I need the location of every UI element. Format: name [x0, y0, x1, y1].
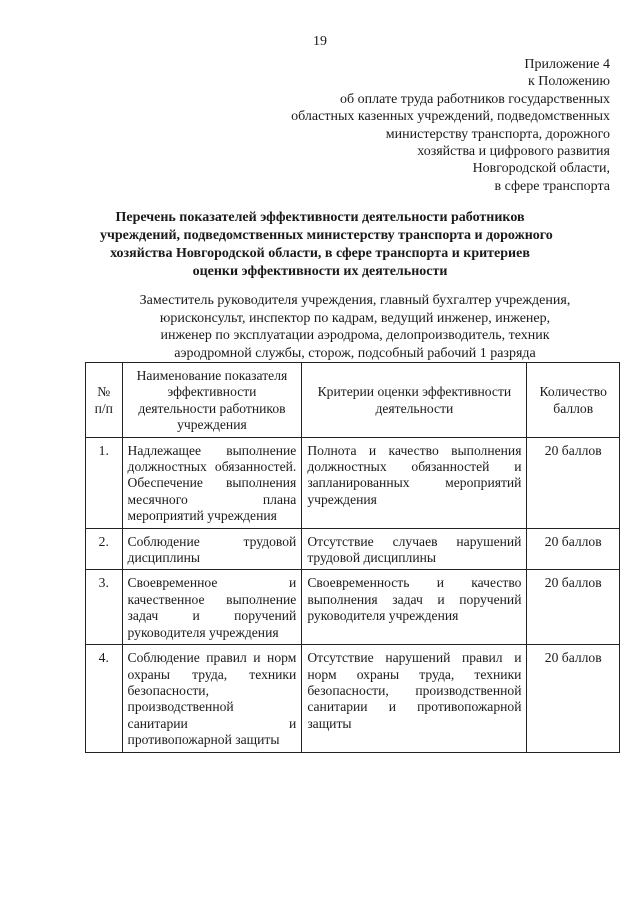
positions-line: аэродромной службы, сторож, подсобный рабочий 1 разряда — [174, 345, 536, 361]
header-criteria: Критерии оценки эффективности деятельности — [302, 363, 527, 438]
positions-line: инженер по эксплуатации аэродрома, делопроизводитель, техник — [160, 328, 550, 344]
appendix-line: хозяйства и цифрового развития — [417, 144, 610, 160]
title-line: учреждений, подведомственных министерству транспорта и дорожного — [100, 228, 553, 243]
table-row — [86, 570, 620, 645]
row-criteria: Отсутствие нарушений правил и норм охраны труда, техники безопасности, производственной санитарии и противопожарной защиты — [302, 645, 527, 752]
appendix-line: в сфере транспорта — [494, 178, 610, 194]
header-num: № п/п — [86, 363, 123, 438]
row-num: 4. — [86, 645, 123, 752]
appendix-line: Новгородской области, — [472, 161, 610, 177]
appendix-line: об оплате труда работников государственных — [340, 91, 610, 107]
appendix-line: областных казенных учреждений, подведомственных — [291, 109, 610, 125]
positions-line: Заместитель руководителя учреждения, главный бухгалтер учреждения, — [139, 293, 571, 308]
row-indicator: Соблюдение правил и норм охраны труда, техники безопасности, производственной санитарии и противопожарной защиты — [122, 645, 302, 752]
row-num: 3. — [86, 570, 123, 645]
row-criteria: Отсутствие случаев нарушений трудовой дисциплины — [302, 528, 527, 570]
document-title — [100, 209, 553, 281]
row-indicator: Надлежащее выполнение должностных обязанностей. Обеспечение выполнения месячного плана мероприятий учреждения — [122, 437, 302, 528]
title-line: хозяйства Новгородской области, в сфере транспорта и критериев — [110, 246, 530, 261]
row-criteria: Своевременность и качество выполнения задач и поручений руководителя учреждения — [302, 570, 527, 645]
table-row — [86, 645, 620, 752]
header-points: Количество баллов — [527, 363, 620, 438]
appendix-line: Приложение 4 — [524, 57, 610, 72]
table-row — [86, 437, 620, 528]
page-number: 19 — [313, 34, 327, 49]
indicators-table — [85, 362, 620, 753]
appendix-header — [230, 56, 610, 195]
title-line: Перечень показателей эффективности деятельности работников — [115, 210, 525, 225]
row-points: 20 баллов — [527, 570, 620, 645]
row-num: 2. — [86, 528, 123, 570]
row-num: 1. — [86, 437, 123, 528]
positions-line: юрисконсульт, инспектор по кадрам, ведущий инженер, инженер, — [159, 310, 551, 326]
row-criteria: Полнота и качество выполнения должностных обязанностей и запланированных мероприятий учреждения — [302, 437, 527, 528]
positions-list — [90, 292, 620, 362]
title-line: оценки эффективности их деятельности — [192, 264, 448, 279]
appendix-line: к Положению — [527, 74, 610, 90]
row-indicator: Своевременное и качественное выполнение задач и поручений руководителя учреждения — [122, 570, 302, 645]
row-points: 20 баллов — [527, 437, 620, 528]
table-header-row — [86, 363, 620, 438]
row-points: 20 баллов — [527, 645, 620, 752]
appendix-line: министерству транспорта, дорожного — [385, 126, 610, 142]
header-indicator: Наименование показателя эффективности деятельности работников учреждения — [122, 363, 302, 438]
row-indicator: Соблюдение трудовой дисциплины — [122, 528, 302, 570]
row-points: 20 баллов — [527, 528, 620, 570]
table-row — [86, 528, 620, 570]
